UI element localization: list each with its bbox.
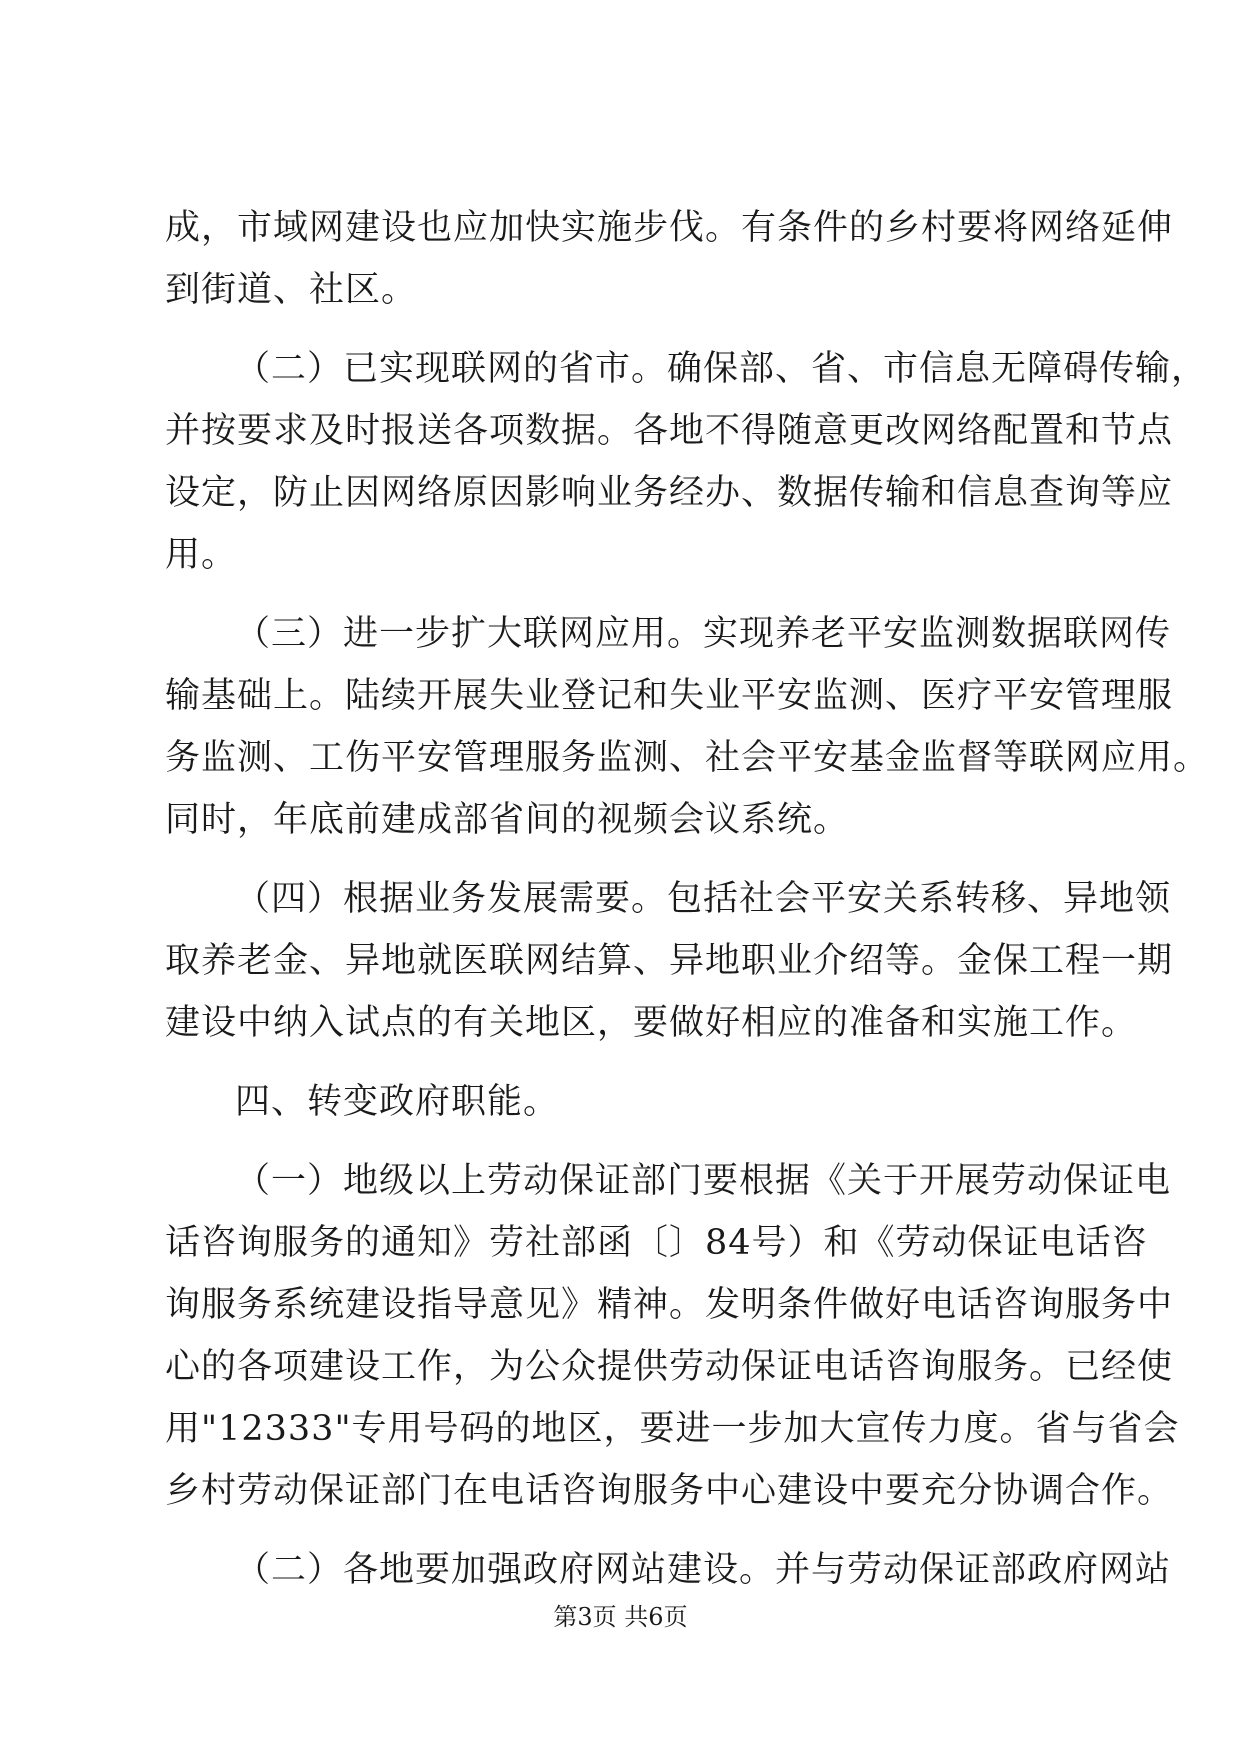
page-footer: 第3页 共6页	[553, 1603, 688, 1631]
body-text-line: 并按要求及时报送各项数据。各地不得随意更改网络配置和节点	[165, 411, 1174, 451]
body-text-line: 输基础上。陆续开展失业登记和失业平安监测、医疗平安管理服	[165, 676, 1174, 716]
body-text-line: 取养老金、异地就医联网结算、异地职业介绍等。金保工程一期	[165, 941, 1174, 981]
paragraph-start-line: （二）已实现联网的省市。确保部、省、市信息无障碍传输，	[235, 349, 1208, 389]
body-text-line: 用"12333"专用号码的地区，要进一步加大宣传力度。省与省会	[165, 1409, 1180, 1449]
section-heading: 四、转变政府职能。	[235, 1082, 560, 1122]
body-text-line: 同时，年底前建成部省间的视频会议系统。	[165, 800, 850, 840]
body-text-line: 设定，防止因网络原因影响业务经办、数据传输和信息查询等应	[165, 473, 1174, 513]
body-text-line: 成，市域网建设也应加快实施步伐。有条件的乡村要将网络延伸	[165, 208, 1174, 248]
body-text-line: 到街道、社区。	[165, 270, 418, 310]
paragraph-start-line: （四）根据业务发展需要。包括社会平安关系转移、异地领	[235, 879, 1172, 919]
paragraph-start-line: （一）地级以上劳动保证部门要根据《关于开展劳动保证电	[235, 1161, 1172, 1201]
body-text-line: 询服务系统建设指导意见》精神。发明条件做好电话咨询服务中	[165, 1285, 1174, 1325]
body-text-line: 心的各项建设工作，为公众提供劳动保证电话咨询服务。已经使	[165, 1347, 1174, 1387]
paragraph-start-line: （二）各地要加强政府网站建设。并与劳动保证部政府网站	[235, 1550, 1172, 1590]
paragraph-start-line: （三）进一步扩大联网应用。实现养老平安监测数据联网传	[235, 614, 1172, 654]
body-text-line: 建设中纳入试点的有关地区，要做好相应的准备和实施工作。	[165, 1003, 1138, 1043]
body-text-line: 话咨询服务的通知》劳社部函〔〕84号）和《劳动保证电话咨	[165, 1223, 1148, 1263]
body-text-line: 务监测、工伤平安管理服务监测、社会平安基金监督等联网应用。	[165, 738, 1210, 778]
body-text-line: 乡村劳动保证部门在电话咨询服务中心建设中要充分协调合作。	[165, 1471, 1174, 1511]
body-text-line: 用。	[165, 535, 238, 575]
